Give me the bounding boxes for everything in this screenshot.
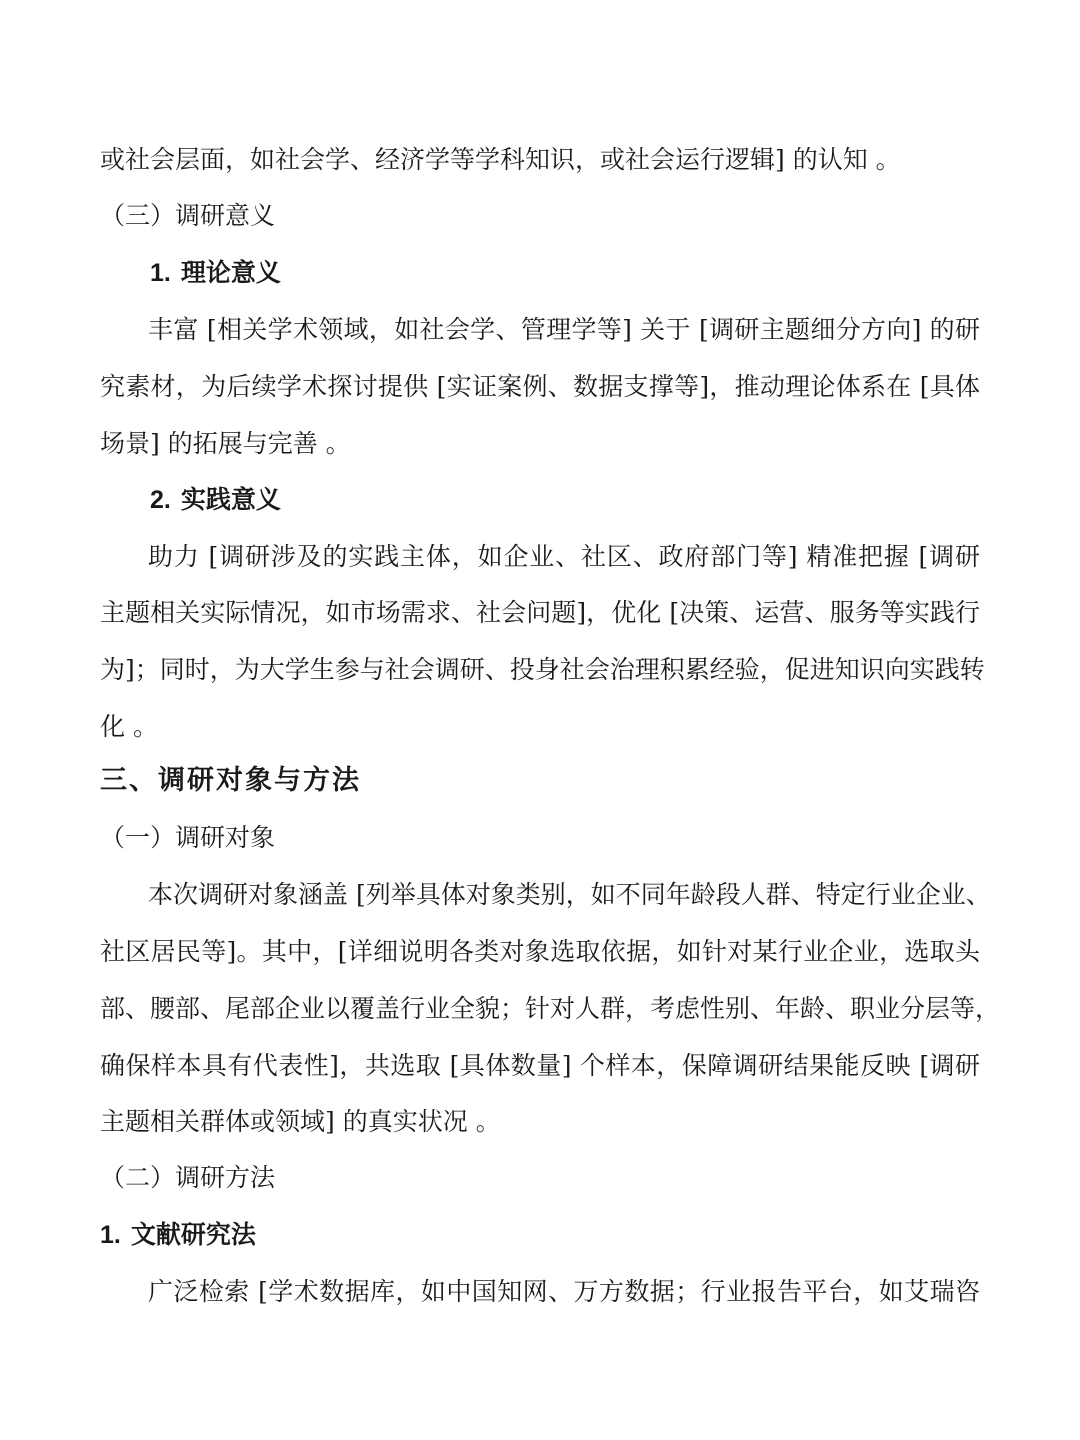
subheading-theory <box>150 257 281 289</box>
subheading-number: 1. <box>150 259 171 287</box>
section-heading-methods: （二）调研方法 <box>100 1163 276 1192</box>
paragraph-line: 为]；同时，为大学生参与社会调研、投身社会治理积累经验，促进知识向实践转 <box>100 655 985 684</box>
paragraph-line: 主题相关群体或领域] 的真实状况 。 <box>100 1107 501 1136</box>
subheading-number: 1. <box>100 1221 121 1249</box>
subheading-number: 2. <box>150 486 171 514</box>
paragraph-line: 究素材，为后续学术探讨提供 [实证案例、数据支撑等]，推动理论体系在 [具体 <box>100 372 980 401</box>
subheading-title: 文献研究法 <box>130 1220 256 1249</box>
subheading-practice <box>150 484 281 516</box>
section-heading-objects: （一）调研对象 <box>100 823 276 852</box>
paragraph-line: 或社会层面，如社会学、经济学等学科知识，或社会运行逻辑] 的认知 。 <box>100 145 901 174</box>
subheading-title: 实践意义 <box>180 485 281 514</box>
paragraph-line: 助力 [调研涉及的实践主体，如企业、社区、政府部门等] 精准把握 [调研 <box>148 542 980 571</box>
paragraph-line: 主题相关实际情况，如市场需求、社会问题]，优化 [决策、运营、服务等实践行 <box>100 598 980 627</box>
paragraph-line: 广泛检索 [学术数据库，如中国知网、万方数据；行业报告平台，如艾瑞咨 <box>148 1277 980 1306</box>
paragraph-line: 丰富 [相关学术领域，如社会学、管理学等] 关于 [调研主题细分方向] 的研 <box>148 315 980 344</box>
paragraph-line: 本次调研对象涵盖 [列举具体对象类别，如不同年龄段人群、特定行业企业、 <box>148 880 991 909</box>
paragraph-line: 确保样本具有代表性]，共选取 [具体数量] 个样本，保障调研结果能反映 [调研 <box>100 1051 980 1080</box>
major-heading-objects-methods: 三、调研对象与方法 <box>100 765 361 796</box>
paragraph-line: 社区居民等]。其中，[详细说明各类对象选取依据，如针对某行业企业，选取头 <box>100 937 980 966</box>
paragraph-line: 部、腰部、尾部企业以覆盖行业全貌；针对人群，考虑性别、年龄、职业分层等， <box>100 994 1001 1023</box>
section-heading-significance: （三）调研意义 <box>100 201 276 230</box>
paragraph-line: 场景] 的拓展与完善 。 <box>100 429 351 458</box>
paragraph-line: 化 。 <box>100 712 158 741</box>
subheading-literature <box>100 1219 256 1251</box>
subheading-title: 理论意义 <box>180 258 281 287</box>
